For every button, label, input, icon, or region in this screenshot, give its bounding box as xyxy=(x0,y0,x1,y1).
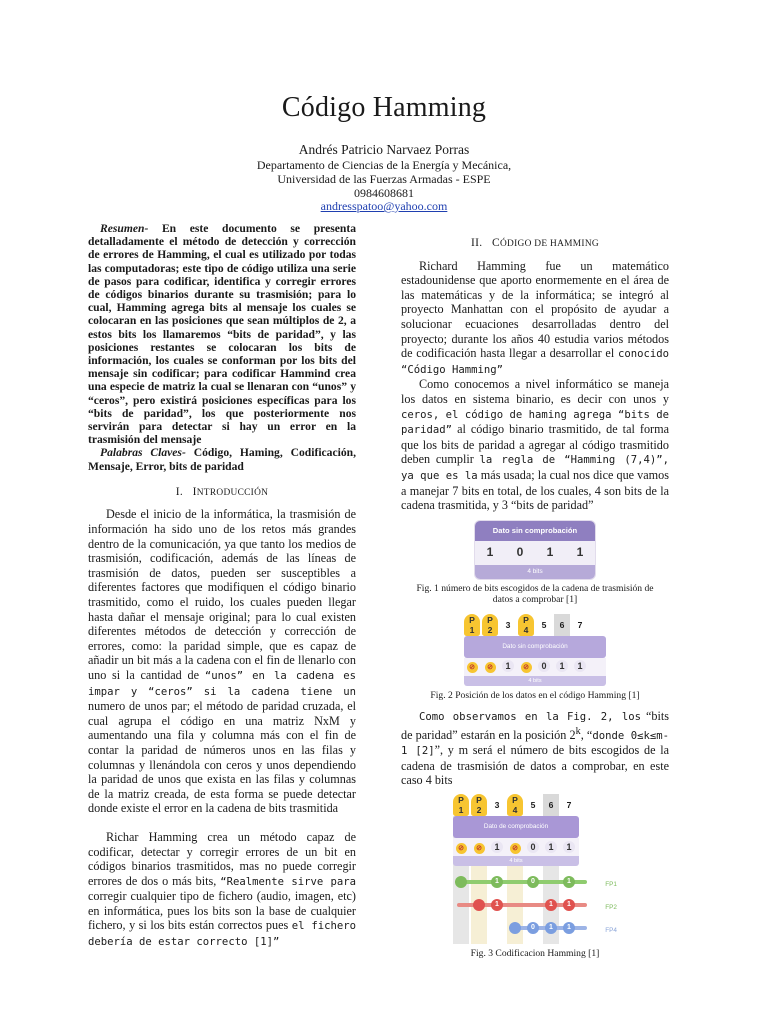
parity-node: 1 xyxy=(491,876,503,888)
data-position-5: 5 xyxy=(530,799,536,810)
parity-node: 0 xyxy=(527,876,539,888)
parity-position-4: P 4 xyxy=(507,794,523,816)
parity-node: 1 xyxy=(563,922,575,934)
figure-1-graphic xyxy=(475,521,595,579)
parity-position-2: P 2 xyxy=(482,614,498,636)
figure-3-bit: 1 xyxy=(545,841,557,853)
figure-1-header: Dato sin comprobación xyxy=(475,521,595,541)
keywords-label: Palabras Claves- xyxy=(100,446,186,460)
right-column xyxy=(401,236,669,967)
figure-2-bit: 1 xyxy=(502,660,514,672)
figure-1-bit: 1 xyxy=(486,545,494,560)
data-position-7: 7 xyxy=(566,799,572,810)
figure-1-bits xyxy=(475,541,595,565)
keywords-text: Código, Haming, Codificación, Mensaje, Error, bits de paridad xyxy=(88,446,356,473)
figure-3 xyxy=(401,794,669,944)
left-column xyxy=(88,222,356,950)
figure-2-data-row xyxy=(464,658,606,676)
figure-2-caption: Fig. 2 Posición de los datos en el código Hamming [1] xyxy=(430,689,640,701)
blocked-icon: ⊘ xyxy=(467,662,478,673)
hamming-paragraph-2: Como conocemos a nivel informático se maneja los datos en sistema binario, es decir con unos y ceros, el código de haming agrega “bits de paridad” al código binario trasmitido, de tal forma que los bits de paridad a agregar al código trasmitido deben cumplir la regla de “Hamming (7,4)”, ya que es la más usada; la cual nos dice que vamos a manejar 7 bits en total, de los cuales, 4 son bits de la cadena trasmitida, y 3 “bits de paridad” xyxy=(401,377,669,513)
figure-3-columns xyxy=(453,794,579,866)
data-position-3: 3 xyxy=(494,799,500,810)
figure-2-graphic xyxy=(464,614,606,686)
parity-position-2: P 2 xyxy=(471,794,487,816)
author-name: Andrés Patricio Narvaez Porras xyxy=(298,142,470,157)
author-email-link[interactable]: andresspatoo@yahoo.com xyxy=(320,199,448,213)
figure-2-bar: Dato sin comprobación xyxy=(464,636,606,658)
figure-1-bit: 0 xyxy=(516,545,524,560)
figure-2-positions xyxy=(464,614,606,636)
figure-3-bar: Dato de comprobación xyxy=(453,816,579,838)
row-label-fp1: FP1 xyxy=(605,880,617,888)
parity-node: 1 xyxy=(563,899,575,911)
data-position-5: 5 xyxy=(541,619,547,630)
hamming-paragraph-1: Richard Hamming fue un matemático estadounidense que aporto enormemente en el área de las matemáticas y de la informática; se integró al proyecto Manhattan con el propósito de ayudar a solucionar ecuaciones desarrolladas dentro del proyecto; durante los años 40 estudia varios métodos de codificación hasta llegar a desarrollar el conocido “Código Hamming” xyxy=(401,258,669,376)
parity-node: 1 xyxy=(545,899,557,911)
figure-3-positions xyxy=(453,794,579,816)
figure-2-bit: 1 xyxy=(574,660,586,672)
intro-paragraph-2: Richar Hamming crea un método capaz de codificar, detectar y corregir errores de un bit en códigos binarios trasmitidos, mas no puede corregir errores de dos o más bits, “Realmente sirve para corregir cualquier tipo de fichero (audio, imagen, etc) en informática, pues los bits son la base de cualquier fichero, y si los bits están correctos pues el fichero debería de estar correcto [1]” xyxy=(88,829,357,949)
parity-node: 0 xyxy=(527,922,539,934)
figure-2-bit: 1 xyxy=(556,660,568,672)
blocked-icon: ⊘ xyxy=(510,843,521,854)
parity-node xyxy=(473,899,485,911)
figure-3-bit: 1 xyxy=(491,841,503,853)
figure-1-footer: 4 bits xyxy=(475,565,595,579)
figure-3-bit: 1 xyxy=(563,841,575,853)
blocked-icon: ⊘ xyxy=(521,662,532,673)
row-label-fp2: FP2 xyxy=(605,903,617,911)
figure-3-data-row xyxy=(453,838,579,856)
figure-2-bit: 0 xyxy=(538,660,550,672)
data-position-3: 3 xyxy=(505,619,511,630)
parity-node: 1 xyxy=(545,922,557,934)
figure-2-footer: 4 bits xyxy=(464,676,606,686)
figure-3-bit: 0 xyxy=(527,841,539,853)
figure-3-footer: 4 bits xyxy=(453,856,579,866)
blocked-icon: ⊘ xyxy=(474,843,485,854)
abstract xyxy=(88,222,356,446)
paper-title: Código Hamming xyxy=(281,92,487,123)
affiliation-department: Departamento de Ciencias de la Energía y Mecánica, xyxy=(256,158,512,172)
data-position-6: 6 xyxy=(554,614,570,636)
figure-2 xyxy=(401,614,669,686)
figure-1-caption: Fig. 1 número de bits escogidos de la cadena de trasmisión de datos a comprobar [1] xyxy=(416,582,654,606)
author-phone: 0984608681 xyxy=(354,186,414,200)
section-heading-introduction: I. INTRODUCCIÓN xyxy=(175,485,269,498)
data-position-7: 7 xyxy=(577,619,583,630)
abstract-label: Resumen- xyxy=(100,222,149,235)
parity-node xyxy=(455,876,467,888)
figure-1 xyxy=(401,521,669,579)
row-label-fp4: FP4 xyxy=(605,926,617,934)
abstract-text: En este documento se presenta detalladamente el método de detección y corrección de errores de Hamming, el cual es utilizado por todas las computadoras; este tipo de código utiliza una serie de pasos para codificar, identifica y corregir errores de códigos binarios durante su trasmisión; para lo cual, Hamming agrega bits al mensaje los cuales se colocaran en las posiciones que sean múltiplos de 2, a estos bits los llamaremos “bits de paridad”, y las posiciones restantes se colocaran los bits de información, los cuales se conforman por los bits del mensaje sin codificar; para codificar Hammind crea una especie de matriz la cual se llenaran con “unos” y “ceros”, pero existirá posiciones específicas para los “bits de paridad”, los que posteriormente nos servirán para detectar si hay un error en la trasmisión del mensaje xyxy=(88,222,356,447)
section-heading-hamming: II. CÓDIGO DE HAMMING xyxy=(470,237,599,249)
parity-position-4: P 4 xyxy=(518,614,534,636)
intro-paragraph-1: Desde el inicio de la informática, la trasmisión de información ha sido uno de los retos más grandes dentro de la comunicación, ya que tanto los medios de trasmisión, codificación, además de las líneas de trasmisión de datos, pueden ser susceptibles a diferentes factores que modifiquen el código binario trasmitido, como el ruido, los cuales pueden llegar hasta dañar el mensaje original; para lo cual existen diferentes métodos de detección y corrección de errores, como: la paridad simple, que es capaz de añadir un bit más a la cadena con el fin de llenarlo con uno si la cantidad de “unos” en la cadena es impar y “ceros” si la cadena tiene un numero de unos par; el método de paridad cruzada, el cual agrupa el código en una matriz NxM y aumentando una fila y columna más con el fin de contar la paridad de números unos en las filas y columnas y llenándola con ceros y unos dependiendo la paridad de unos que exista en las filas y columnas de la matriz creada, de esta forma se puede detectar donde existe el error en la cadena de bits trasmitida xyxy=(88,507,356,816)
figure-3-graphic xyxy=(453,794,617,944)
data-position-6: 6 xyxy=(543,794,559,816)
blocked-icon: ⊘ xyxy=(456,843,467,854)
keywords xyxy=(88,446,356,472)
parity-node xyxy=(509,922,521,934)
figure-1-bit: 1 xyxy=(576,545,584,560)
hamming-paragraph-3: Como observamos en la Fig. 2, los “bits de paridad” estarán en la posición 2$^k$, “donde 0≤k≤m-1 [2]”, y m será el número de bits escogidos de la cadena de trasmisión de datos a comprobar, en este caso 4 bits xyxy=(401,708,670,788)
affiliation-university: Universidad de las Fuerzas Armadas - ESPE xyxy=(277,172,491,186)
parity-position-1: P 1 xyxy=(464,614,480,636)
parity-position-1: P 1 xyxy=(453,794,469,816)
figure-1-bit: 1 xyxy=(546,545,554,560)
blocked-icon: ⊘ xyxy=(485,662,496,673)
parity-node: 1 xyxy=(563,876,575,888)
parity-node: 1 xyxy=(491,899,503,911)
figure-3-caption: Fig. 3 Codificacion Hamming [1] xyxy=(470,947,600,959)
